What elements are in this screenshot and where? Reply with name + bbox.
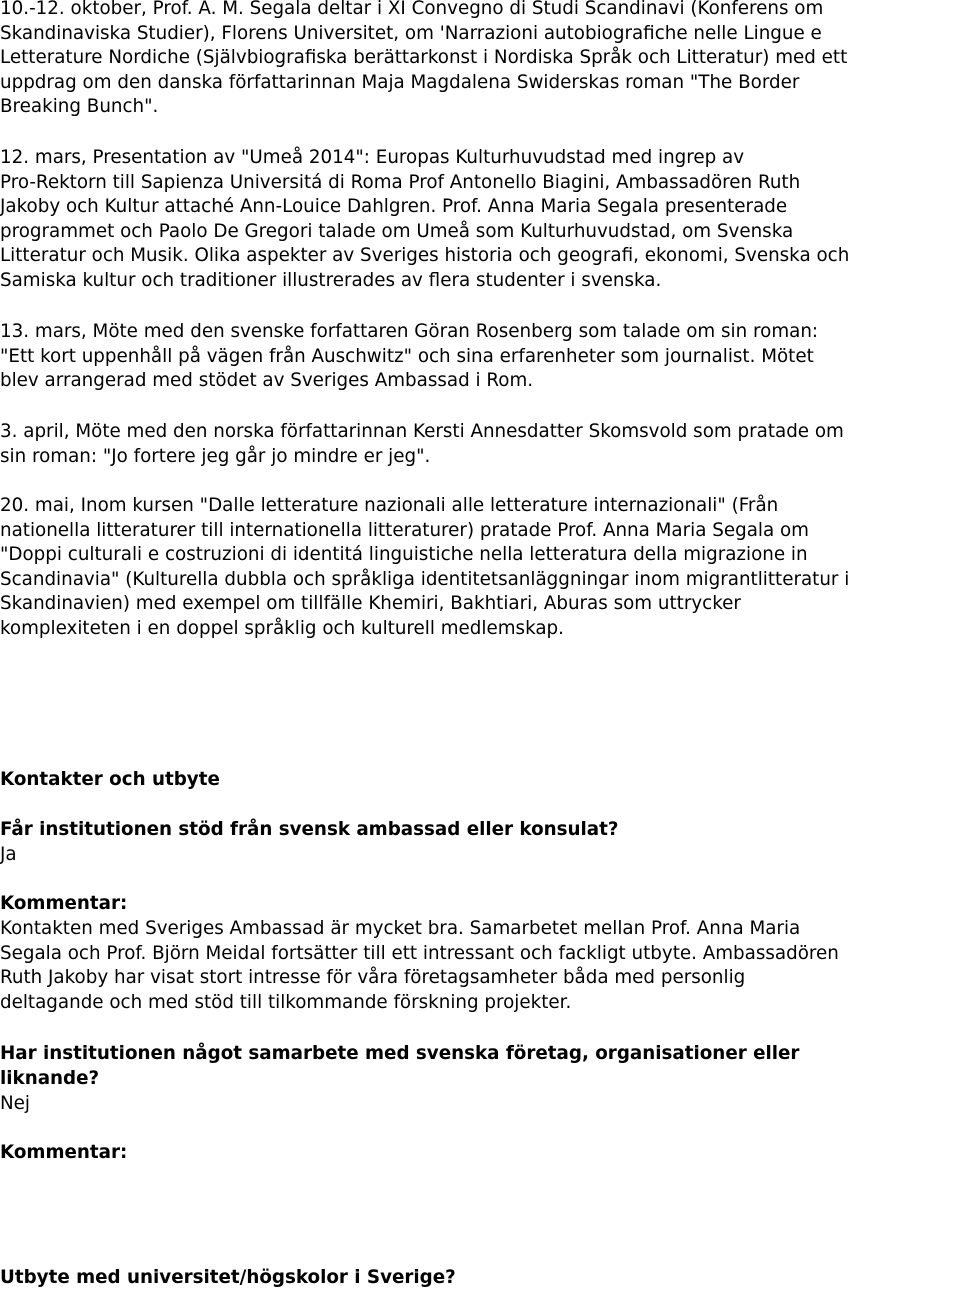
answer-embassy-support: Ja bbox=[0, 844, 17, 865]
section-heading-contacts: Kontakter och utbyte bbox=[0, 769, 220, 790]
text-line: Segala och Prof. Björn Meidal fortsätter till ett intressant och fackligt utbyte. Ambassadören bbox=[0, 942, 839, 964]
comment-label: Kommentar: bbox=[0, 893, 128, 914]
text-line: Breaking Bunch". bbox=[0, 96, 159, 118]
event-entry-3 bbox=[0, 320, 960, 394]
text-line: Letterature Nordiche (Självbiografiska berättarkonst i Nordiska Språk och Litteratur) med ett bbox=[0, 47, 848, 69]
text-line: Pro-Rektorn till Sapienza Universitá di Roma Prof Antonello Biagini, Ambassadören Ruth bbox=[0, 171, 801, 193]
comment-embassy-text bbox=[0, 917, 960, 1015]
event-entry-2 bbox=[0, 146, 960, 294]
text-line: Litteratur och Musik. Olika aspekter av Sveriges historia och geografi, ekonomi, Svenska och bbox=[0, 245, 850, 267]
text-line: 13. mars, Möte med den svenske forfattaren Göran Rosenberg som talade om sin roman: bbox=[0, 321, 819, 342]
text-line: Skandinavien) med exempel om tillfälle Khemiri, Bakhtiari, Aburas som uttrycker bbox=[0, 593, 741, 615]
text-line: Jakoby och Kultur attaché Ann-Louice Dahlgren. Prof. Anna Maria Segala presenterade bbox=[0, 196, 788, 218]
text-line: deltagande och med stöd till tilkommande förskning projekter. bbox=[0, 991, 572, 1013]
text-line: "Doppi culturali e costruzioni di identitá linguistiche nella letteratura della migrazione in bbox=[0, 544, 808, 566]
event-entry-1 bbox=[0, 0, 960, 120]
text-line: sin roman: "Jo fortere jeg går jo mindre er jeg". bbox=[0, 445, 431, 467]
text-line: nationella litteraturer till internationella litteraturer) pratade Prof. Anna Maria Segala om bbox=[0, 519, 809, 541]
text-line: 12. mars, Presentation av "Umeå 2014": Europas Kulturhuvudstad med ingrep av bbox=[0, 147, 745, 168]
event-entry-4 bbox=[0, 420, 960, 469]
text-line: Har institutionen något samarbete med svenska företag, organisationer eller bbox=[0, 1043, 800, 1064]
question-company-cooperation bbox=[0, 1042, 960, 1091]
event-entry-5 bbox=[0, 494, 960, 642]
text-line: programmet och Paolo De Gregori talade om Umeå som Kulturhuvudstad, om Svenska bbox=[0, 220, 794, 242]
text-line: 20. mai, Inom kursen "Dalle letterature nazionali alle letterature internazionali" (Från bbox=[0, 495, 779, 516]
text-line: Kontakten med Sveriges Ambassad är mycket bra. Samarbetet mellan Prof. Anna Maria bbox=[0, 918, 801, 939]
text-line: uppdrag om den danska författarinnan Maja Magdalena Swiderskas roman "The Border bbox=[0, 71, 800, 93]
text-line: 3. april, Möte med den norska författarinnan Kersti Annesdatter Skomsvold som pratade om bbox=[0, 421, 844, 442]
text-line: "Ett kort uppenhåll på vägen från Auschwitz" och sina erfarenheter som journalist. Mötet bbox=[0, 345, 814, 367]
section-heading-university-exchange: Utbyte med universitet/högskolor i Sverige? bbox=[0, 1267, 456, 1288]
comment-label: Kommentar: bbox=[0, 1142, 128, 1163]
text-line: Samiska kultur och traditioner illustrerades av flera studenter i svenska. bbox=[0, 269, 662, 291]
question-embassy-support: Får institutionen stöd från svensk ambassad eller konsulat? bbox=[0, 819, 619, 840]
text-line: Ruth Jakoby har visat stort intresse för våra företagsamheter båda med personlig bbox=[0, 967, 746, 989]
text-line: Skandinaviska Studier), Florens Universitet, om 'Narrazioni autobiografiche nelle Lingue e bbox=[0, 22, 822, 44]
text-line: komplexiteten i en doppel språklig och kulturell medlemskap. bbox=[0, 617, 564, 639]
text-line: 10.-12. oktober, Prof. A. M. Segala deltar i XI Convegno di Studi Scandinavi (Konferens om bbox=[0, 0, 824, 19]
text-line: liknande? bbox=[0, 1067, 100, 1089]
text-line: blev arrangerad med stödet av Sveriges Ambassad i Rom. bbox=[0, 370, 534, 392]
text-line: Scandinavia" (Kulturella dubbla och språkliga identitetsanläggningar inom migrantlitteratur i bbox=[0, 568, 850, 590]
answer-company-cooperation: Nej bbox=[0, 1093, 31, 1114]
